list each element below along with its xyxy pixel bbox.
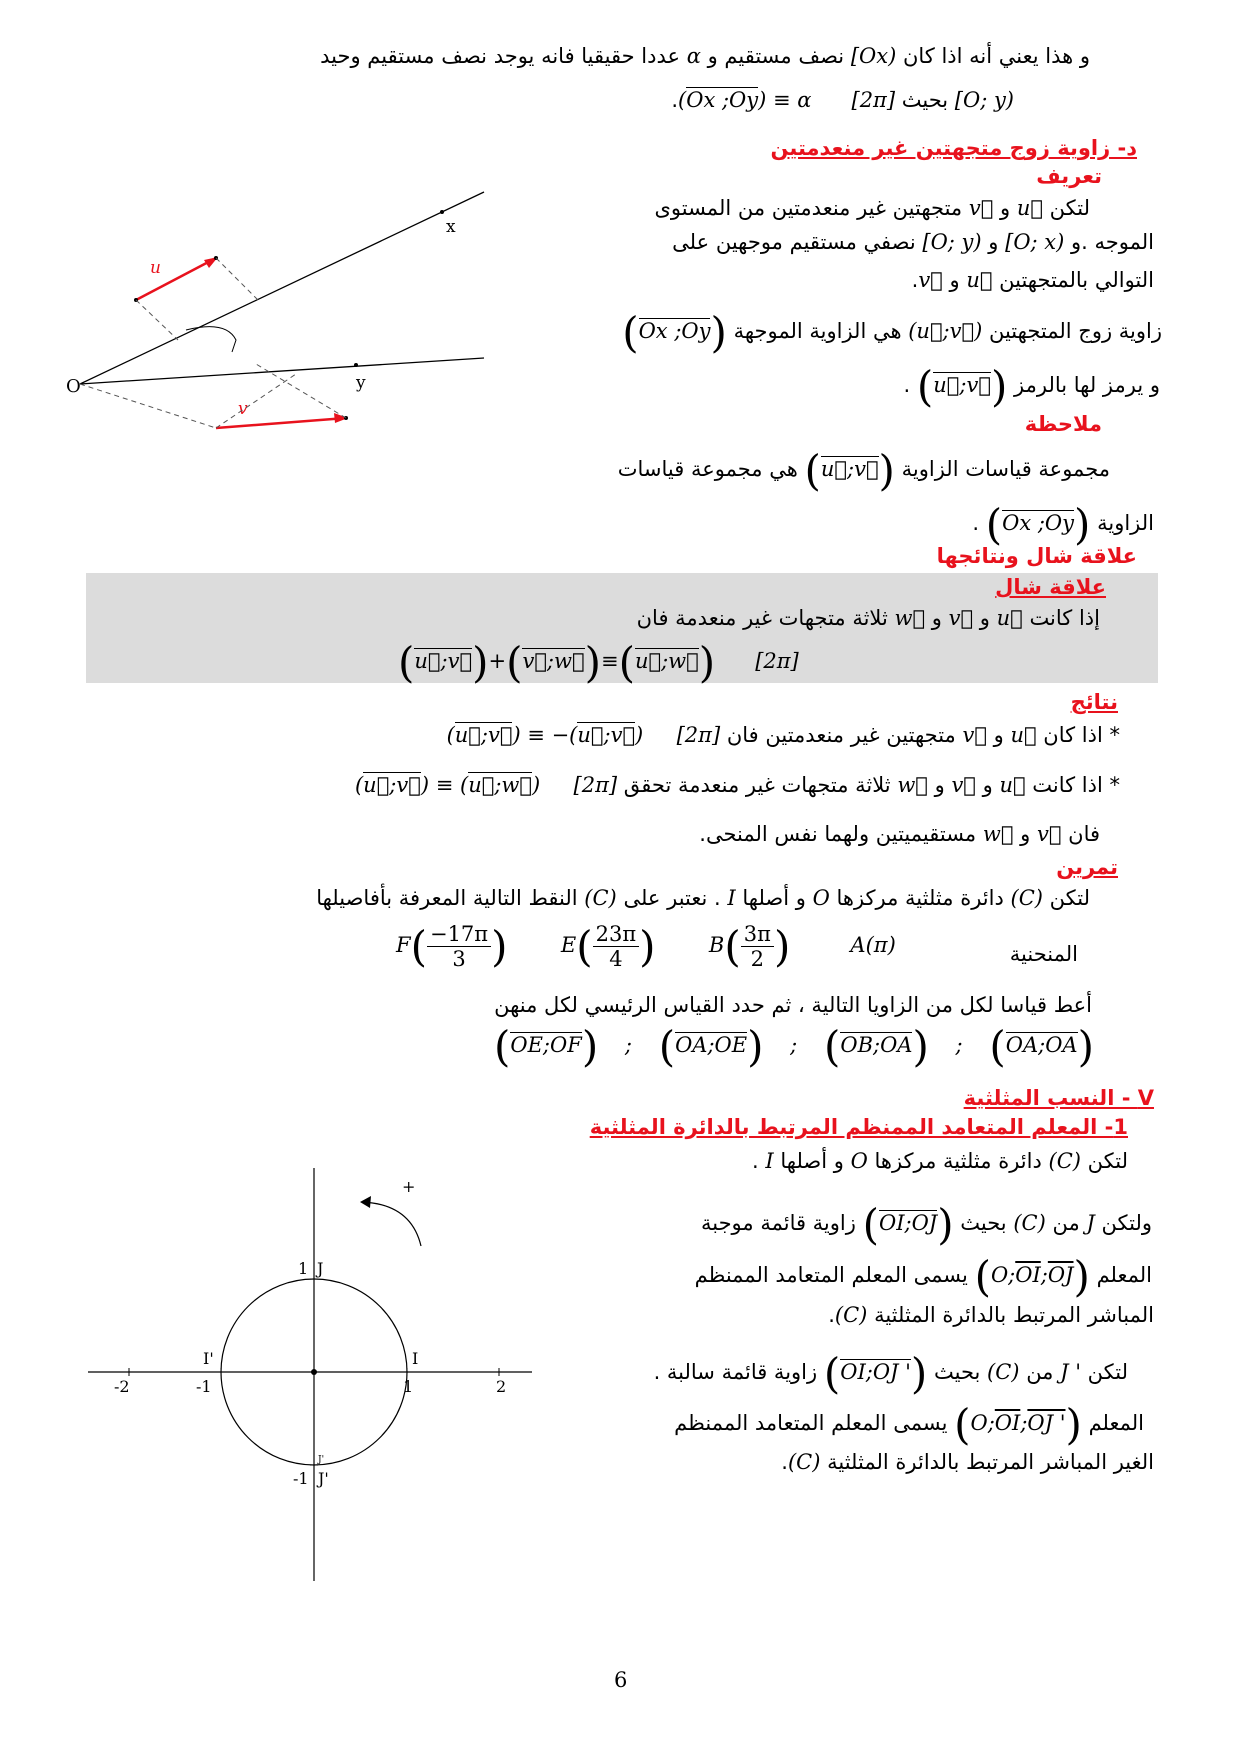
math-angle-oioj: (OI;OJ) <box>862 1200 954 1249</box>
direction-arrow <box>362 1202 421 1246</box>
text: المعلم <box>1096 1263 1152 1287</box>
text: و هذا يعني أنه اذا كان <box>902 44 1090 68</box>
label-i-prime: I' <box>203 1349 214 1368</box>
text: لتكن <box>1049 886 1090 910</box>
def-line-2 <box>672 230 1154 254</box>
text: * اذا كان <box>1043 723 1120 747</box>
text: ثلاثة متجهات غير منعدمة تحقق <box>623 773 891 797</box>
math-j: J <box>1086 1211 1095 1235</box>
text: بحيث <box>901 88 949 112</box>
tick-label: 2 <box>496 1377 507 1396</box>
math-w: w⃗ <box>897 773 928 797</box>
text: عددا حقيقيا فانه يوجد نصف مستقيم وحيد <box>320 44 681 68</box>
dash <box>80 384 216 428</box>
math-c: (C) <box>834 1303 868 1327</box>
v-line-2 <box>701 1200 1152 1249</box>
center-point <box>311 1369 317 1375</box>
cons-line-1 <box>447 723 1120 747</box>
math-w: w⃗ <box>894 606 926 630</box>
math-w: w⃗ <box>982 822 1014 846</box>
section-v1-title: 1- المعلم المتعامد الممنظم المرتبط بالدائرة المثلثية <box>589 1115 1128 1139</box>
math-o: O <box>850 1149 868 1173</box>
v-line-1: لتكن (C) دائرة مثلثية مركزها O و أصلها I . <box>752 1149 1128 1173</box>
text: متجهتين غير منعدمتين فان <box>726 723 956 747</box>
text: النقط التالية المعرفة بأفاصيلها <box>316 886 578 910</box>
math-c: (C) <box>987 1360 1020 1384</box>
text: بحيث <box>933 1360 981 1384</box>
vector-v <box>216 418 346 428</box>
ex-line-3: أعط قياسا لكل من الزاويا التالية ، ثم حدد القياس الرئيسي لكل منهن <box>494 993 1092 1017</box>
text: و <box>931 606 942 630</box>
definition-title: تعريف <box>1036 164 1102 188</box>
exercise-title: تمرين <box>1056 855 1118 879</box>
chasles-title: علاقة شال <box>995 575 1106 599</box>
text: و <box>934 773 945 797</box>
math-oy2: [O; y) <box>922 230 982 254</box>
def-line-5: و يرمز لها بالرمز (u⃗;v⃗) . <box>903 362 1160 411</box>
math-ox2: [O; x) <box>1005 230 1065 254</box>
label-u: u <box>150 258 161 278</box>
v-line-4: المباشر المرتبط بالدائرة المثلثية (C). <box>828 1303 1154 1327</box>
text: و أصلها <box>780 1149 844 1173</box>
math-ox: [Ox) <box>850 44 897 68</box>
v-line-5 <box>654 1349 1128 1398</box>
text: زاوية قائمة موجبة <box>700 1211 856 1235</box>
math-c: (C) <box>1010 886 1043 910</box>
math-v: v⃗ <box>962 723 987 747</box>
text: الزاوية <box>1097 511 1154 535</box>
math-c: (C) <box>1048 1149 1081 1173</box>
math-angle-oioj2: (OI;OJ ') <box>823 1349 928 1398</box>
math-v: v⃗ <box>1036 822 1062 846</box>
math-i: I <box>765 1149 774 1173</box>
label-y: y <box>356 373 366 393</box>
text: ولتكن <box>1101 1211 1152 1235</box>
text: و <box>1020 822 1031 846</box>
text: المعلم <box>1088 1411 1144 1435</box>
ex-line-1 <box>316 886 1090 910</box>
def-line-4 <box>622 308 1162 357</box>
math-frame: $(O;\overline{OI};\overline{OJ})$ <box>974 1252 1090 1301</box>
tick-label: 1 <box>298 1259 309 1278</box>
math-angle-uv: (u⃗;v⃗) <box>804 446 895 495</box>
label-o: O <box>66 376 81 397</box>
math-v: v⃗ <box>968 196 994 220</box>
text: من <box>1052 1211 1080 1235</box>
text: يسمى المعلم المتعامد الممنظم <box>674 1411 948 1435</box>
math-j2: J ' <box>1060 1360 1081 1384</box>
point-y <box>354 363 358 367</box>
math-frame2: ($O;\overline{OI};OJ$ ') <box>954 1400 1082 1449</box>
text: يسمى المعلم المتعامد الممنظم <box>694 1263 968 1287</box>
math-angle-oxoy: (Ox ;Oy) <box>985 500 1091 549</box>
text: بحيث <box>960 1211 1007 1235</box>
figure-vectors <box>66 190 496 430</box>
text: الموجه .و <box>1071 230 1154 254</box>
direction-arrow-head <box>360 1196 371 1208</box>
text: و <box>949 268 960 292</box>
text: و <box>979 606 990 630</box>
text: لتكن <box>1087 1149 1128 1173</box>
text: مجموعة قياسات الزاوية <box>901 457 1110 481</box>
text: مستقيميتين ولهما نفس المنحى. <box>699 822 977 846</box>
math-u: u⃗ <box>999 773 1026 797</box>
consequences-title: نتائج <box>1070 690 1118 714</box>
dash <box>136 300 178 340</box>
math-o: O <box>812 886 830 910</box>
text: من <box>1026 1360 1054 1384</box>
cons-line-3 <box>699 822 1100 846</box>
math-alpha: α <box>686 44 701 68</box>
label-x: x <box>446 217 456 237</box>
text: ثلاثة متجهات غير منعدمة فان <box>636 606 888 630</box>
text: زاوية قائمة سالبة . <box>653 1360 818 1384</box>
text: دائرة مثلثية مركزها <box>874 1149 1042 1173</box>
ex-points-label: المنحنية <box>1009 942 1078 966</box>
label-j: J <box>317 1259 324 1278</box>
label-j-prime-small: J' <box>318 1455 325 1465</box>
chasles-formula: (u⃗;v⃗)+(v⃗;w⃗)≡(u⃗;w⃗) [2π] <box>398 638 799 687</box>
math-oy: [O; y) <box>954 88 1014 112</box>
cons-line-2 <box>355 773 1120 797</box>
math-cons2: (u⃗;v⃗) ≡ (u⃗;w⃗) [2π] <box>354 773 618 797</box>
text: و يرمز لها بالرمز <box>1014 373 1160 397</box>
figure-unit-circle <box>86 1166 536 1586</box>
math-i: I <box>727 886 736 910</box>
text: فان <box>1068 822 1100 846</box>
math-u: u⃗ <box>966 268 993 292</box>
math-uv: (u⃗;v⃗) <box>908 319 983 343</box>
tick-label: -1 <box>196 1377 212 1396</box>
math-angle-oxoy: (Ox ;Oy) <box>622 308 727 357</box>
math-v: v⃗ <box>951 773 976 797</box>
text: التوالي بالمتجهتين <box>999 268 1154 292</box>
text: نصف مستقيم و <box>707 44 845 68</box>
text: و <box>982 773 993 797</box>
label-i: I <box>412 1349 419 1368</box>
section-v-title: V - النسب المثلثية <box>963 1086 1154 1110</box>
text: و <box>1000 196 1011 220</box>
tick-label: -2 <box>114 1377 130 1396</box>
text: و <box>993 723 1004 747</box>
point-x <box>440 210 444 214</box>
text: المباشر المرتبط بالدائرة المثلثية <box>874 1303 1154 1327</box>
tick-label: 1 <box>403 1377 414 1396</box>
math-cons1: (u⃗;v⃗) ≡ −(u⃗;v⃗) [2π] <box>446 723 721 747</box>
def-line-1 <box>654 196 1090 220</box>
note-line-2: الزاوية (Ox ;Oy) . <box>972 500 1154 549</box>
page-number: 6 <box>614 1668 628 1692</box>
text: و <box>988 230 999 254</box>
label-j-prime: J' <box>318 1469 329 1488</box>
chasles-line-1 <box>637 606 1100 630</box>
intro-line-1 <box>320 44 1090 68</box>
v-line-6 <box>674 1400 1144 1449</box>
ex-points: F( $\frac{-17\pi}{3}$ ) E( $\frac{23\pi}{4}$ ) B( $\frac{3\pi}{2}$ ) A(π) <box>396 922 896 971</box>
text: و أصلها <box>742 886 806 910</box>
text: نصفي مستقيم موجهين على <box>672 230 916 254</box>
section-d-title: د- زاوية زوج متجهتين غير منعدمتين <box>770 136 1137 160</box>
text: متجهتين غير منعدمتين من المستوى <box>654 196 963 220</box>
ex-angles: (OE;OF) ; (OA;OE) ; (OB;OA) ; (OA;OA) <box>494 1022 1094 1071</box>
text: زاوية زوج المتجهتين <box>988 319 1162 343</box>
label-plus: + <box>402 1177 416 1196</box>
math-u: u⃗ <box>1010 723 1037 747</box>
math-v: v⃗ <box>948 606 974 630</box>
math-c: (C) <box>1013 1211 1046 1235</box>
tick-label: -1 <box>293 1469 309 1488</box>
math-v: v⃗ <box>918 268 943 292</box>
text: إذا كانت <box>1029 606 1100 630</box>
text: لتكن <box>1087 1360 1128 1384</box>
intro-line-2: [O; y) بحيث (Ox ;Oy) ≡ α [2π]. <box>671 88 1014 112</box>
math-u: u⃗ <box>996 606 1023 630</box>
dash <box>216 374 296 428</box>
vector-u <box>136 258 216 300</box>
text: هي الزاوية الموجهة <box>733 319 902 343</box>
math-angle-eq: (Ox ;Oy) ≡ α [2π] <box>678 88 896 112</box>
math-u: u⃗ <box>1016 196 1043 220</box>
text: لتكن <box>1049 196 1090 220</box>
math-c: (C) <box>584 886 617 910</box>
text: * اذا كانت <box>1032 773 1120 797</box>
v-line-3 <box>695 1252 1152 1301</box>
text: دائرة مثلثية مركزها <box>836 886 1004 910</box>
text: . نعتبر على <box>623 886 721 910</box>
def-line-3: التوالي بالمتجهتين u⃗ و v⃗. <box>911 268 1154 292</box>
math-c: (C) <box>787 1450 821 1474</box>
chasles-section-title: علاقة شال ونتائجها <box>936 544 1137 568</box>
text: الغير المباشر المرتبط بالدائرة المثلثية <box>827 1450 1154 1474</box>
note-title: ملاحظة <box>1024 412 1102 436</box>
note-line-1 <box>618 446 1110 495</box>
math-angle-uv: (u⃗;v⃗) <box>916 362 1008 411</box>
text: هي مجموعة قياسات <box>617 457 798 481</box>
v-line-7: الغير المباشر المرتبط بالدائرة المثلثية (C). <box>781 1450 1154 1474</box>
label-v: v <box>238 399 248 419</box>
dash <box>216 258 258 300</box>
ray-x <box>80 192 484 384</box>
